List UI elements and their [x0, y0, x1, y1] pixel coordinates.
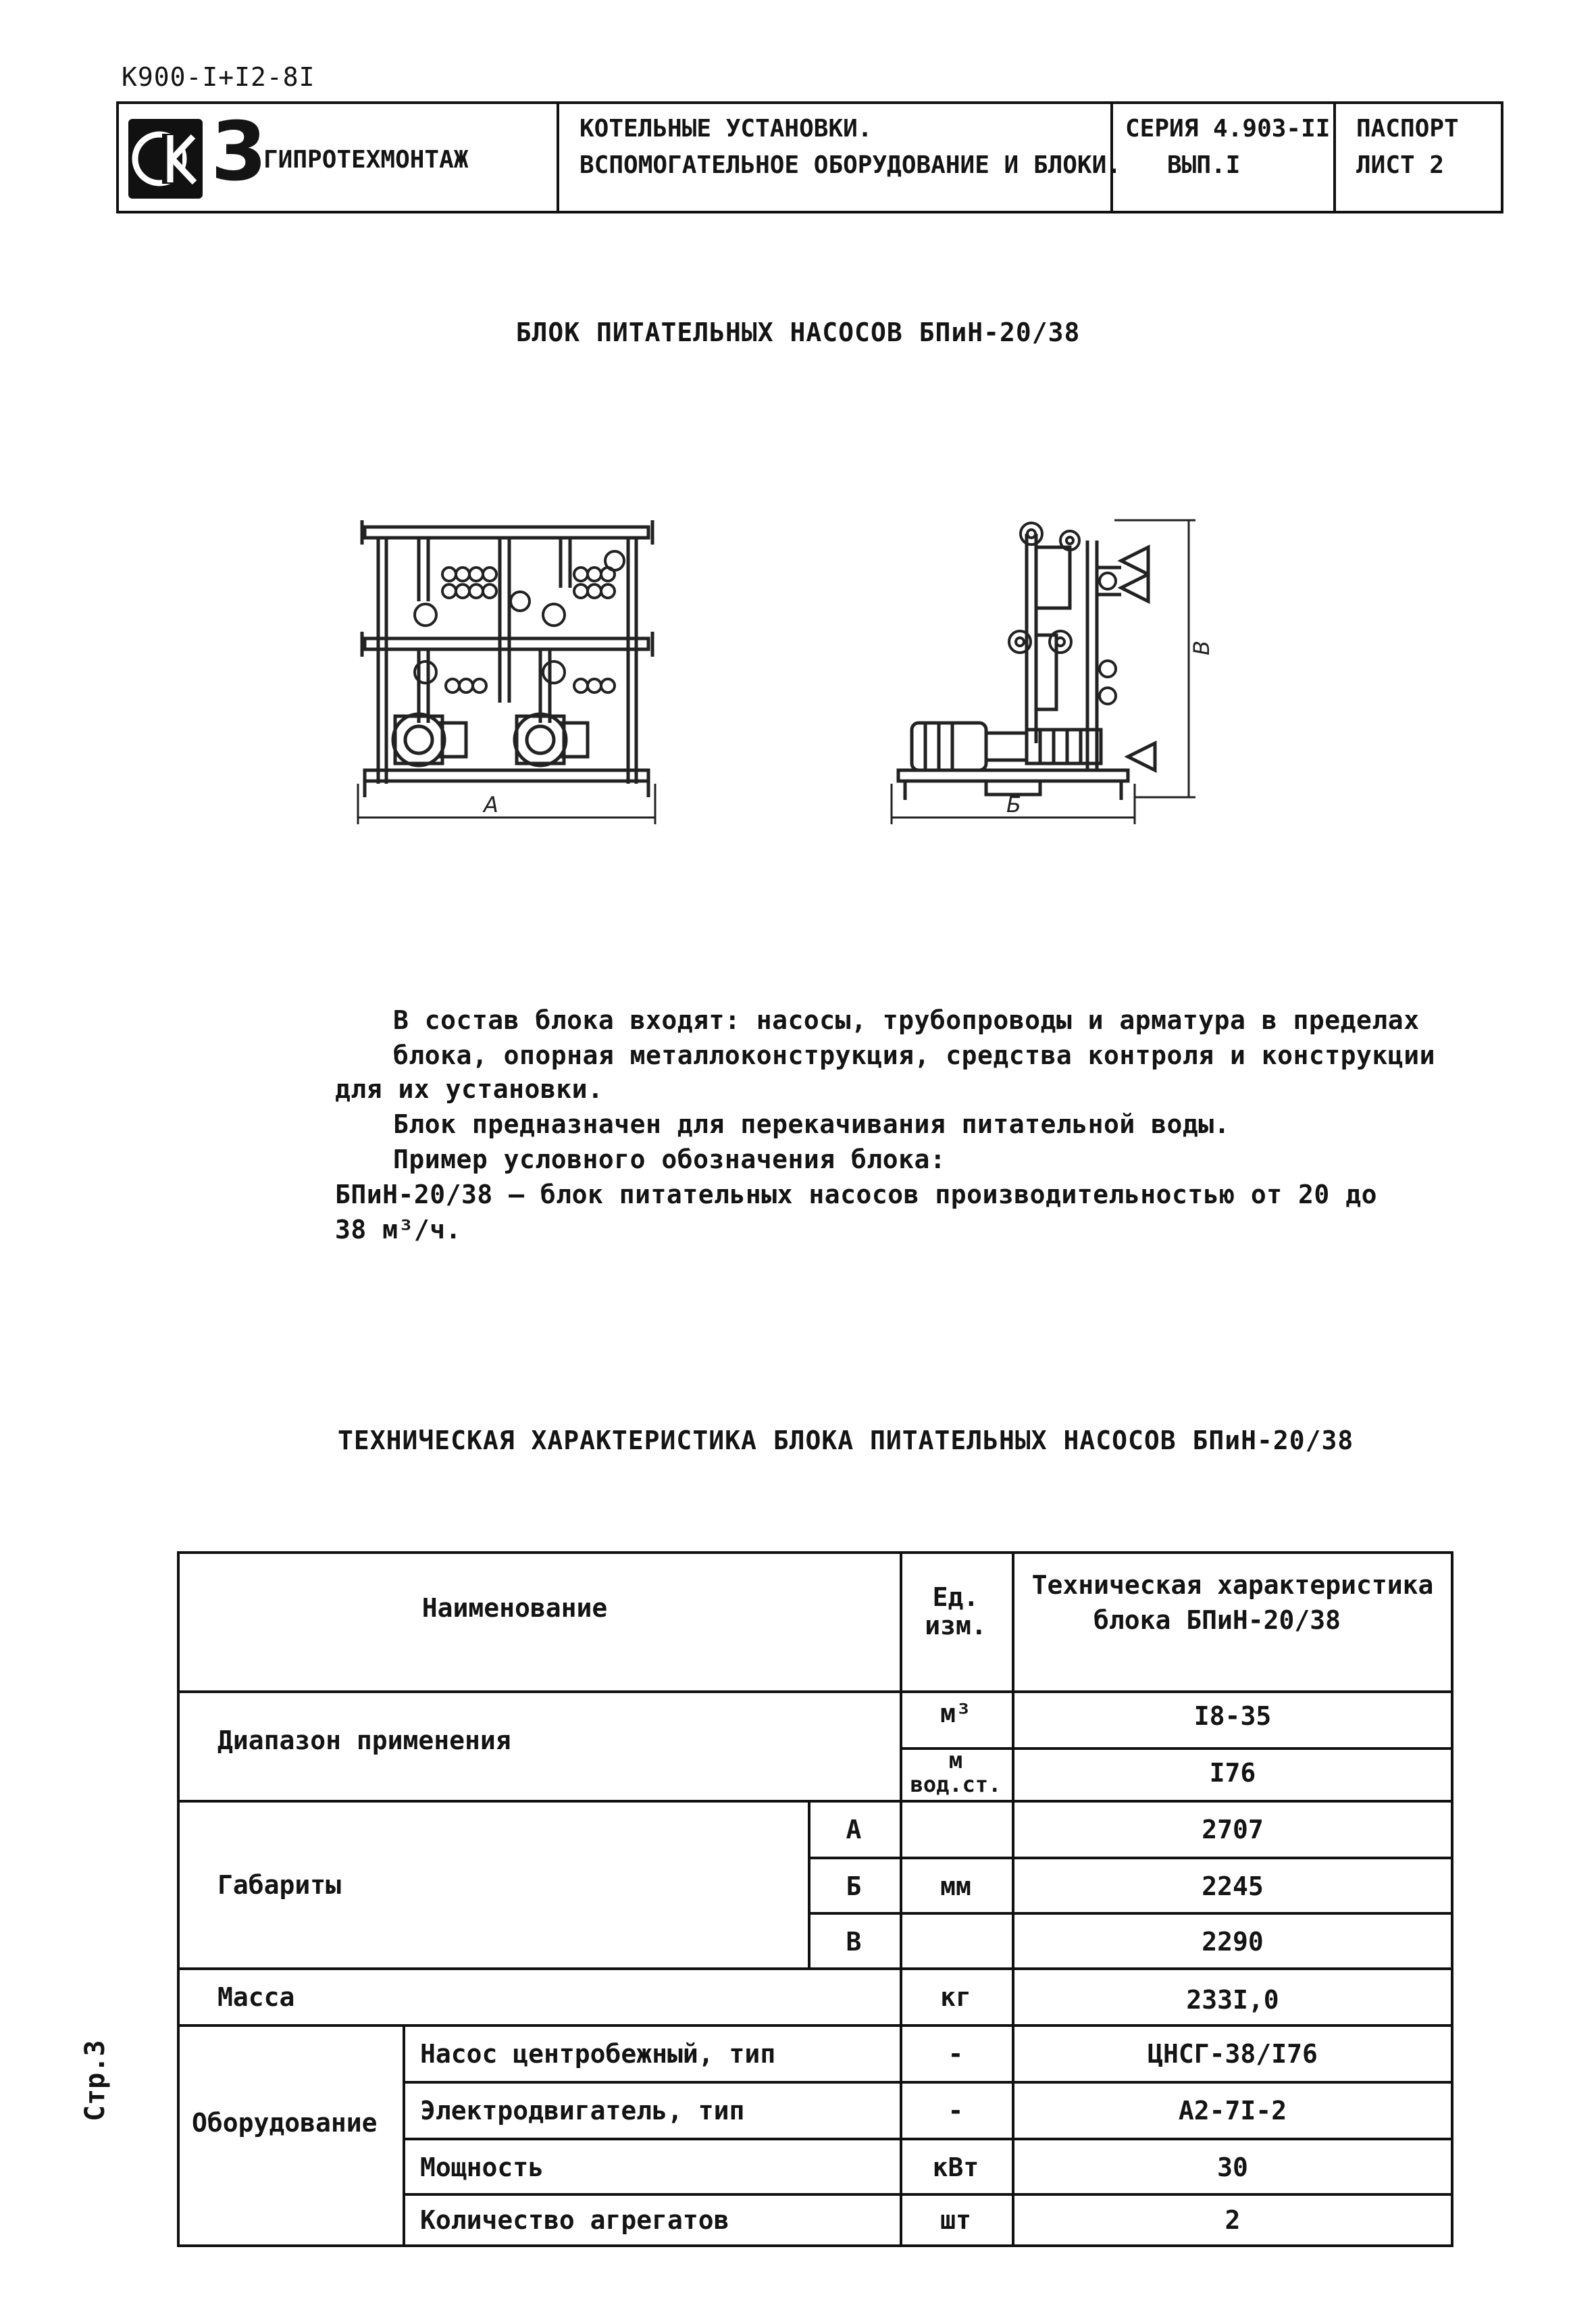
sheet-number: ЛИСТ 2 — [1356, 151, 1445, 179]
description-line-5: Пример условного обозначения блока: — [393, 1145, 946, 1174]
front-view-drawing — [358, 520, 655, 824]
subject-cell — [557, 104, 1121, 211]
dim-a-label: А — [846, 1815, 862, 1844]
series-line-1: СЕРИЯ 4.903-II — [1125, 115, 1331, 143]
dim-a-value: 2707 — [1202, 1815, 1264, 1844]
side-dim-label: Б — [1006, 792, 1021, 818]
range-unit-2b: вод.ст. — [910, 1771, 1002, 1797]
spec-table — [177, 1551, 1453, 2247]
header-spec-1: Техническая характеристика — [1031, 1570, 1434, 1600]
side-view-drawing — [892, 520, 1195, 824]
range-label: Диапазон применения — [217, 1726, 511, 1755]
pump-label: Насос центробежный, тип — [420, 2039, 776, 2069]
series-cell — [1110, 104, 1333, 211]
block-drawings — [338, 500, 1229, 851]
mass-label: Масса — [217, 1982, 295, 2012]
description-line-7: 38 м³/ч. — [335, 1215, 462, 1244]
front-dim-label: А — [484, 792, 498, 818]
title-block — [116, 101, 1503, 213]
header-unit-1: Ед. — [932, 1582, 979, 1612]
motor-label: Электродвигатель, тип — [420, 2096, 745, 2126]
power-value: 30 — [1217, 2153, 1248, 2182]
document-code: К900-I+I2-8I — [122, 62, 315, 92]
header-unit-2: изм. — [925, 1611, 987, 1640]
description-line-1: В состав блока входят: насосы, трубопроводы и арматура в пределах — [393, 1005, 1420, 1035]
dims-label: Габариты — [217, 1870, 342, 1900]
pump-value: ЦНСГ-38/I76 — [1148, 2039, 1318, 2069]
doc-type: ПАСПОРТ — [1356, 115, 1459, 143]
description-line-6: БПиН-20/38 – блок питательных насосов производительностью от 20 до — [335, 1180, 1377, 1209]
description-line-4: Блок предназначен для перекачивания питательной воды. — [393, 1109, 1231, 1139]
logo-icon — [128, 119, 203, 199]
pump-unit: - — [948, 2039, 964, 2069]
pump-block-drawing — [338, 500, 1229, 851]
description-line-2: блока, опорная металлоконструкция, средства контроля и конструкции — [393, 1040, 1435, 1070]
page-title: БЛОК ПИТАТЕЛЬНЫХ НАСОСОВ БПиН-20/38 — [515, 318, 1081, 347]
height-dim-label: В — [1189, 640, 1214, 655]
dim-v-label: В — [846, 1927, 862, 1957]
count-value: 2 — [1225, 2205, 1241, 2235]
power-unit: кВт — [932, 2153, 979, 2182]
count-unit: шт — [940, 2205, 971, 2235]
range-value-2: I76 — [1209, 1758, 1256, 1788]
range-unit-2a: м — [948, 1747, 963, 1774]
sheet-cell — [1333, 104, 1503, 211]
description-line-3: для их установки. — [335, 1074, 604, 1104]
subject-line-2: ВСПОМОГАТЕЛЬНОЕ ОБОРУДОВАНИЕ И БЛОКИ. — [580, 151, 1121, 179]
dim-b-value: 2245 — [1202, 1871, 1264, 1901]
page-number: Стр.3 — [80, 2040, 111, 2121]
organization-name: ГИПРОТЕХМОНТАЖ — [263, 146, 469, 174]
mass-value: 233I,0 — [1186, 1985, 1279, 2015]
range-unit-1: м³ — [940, 1699, 971, 1728]
motor-value: А2-7I-2 — [1178, 2096, 1287, 2126]
subject-line-1: КОТЕЛЬНЫЕ УСТАНОВКИ. — [580, 115, 873, 143]
dim-b-label: Б — [846, 1871, 862, 1901]
count-label: Количество агрегатов — [420, 2205, 729, 2235]
dims-unit: мм — [940, 1871, 971, 1901]
header-name: Наименование — [421, 1593, 608, 1623]
power-label: Мощность — [420, 2153, 544, 2182]
series-line-2: ВЫП.I — [1167, 151, 1241, 179]
logo-number: 3 — [211, 105, 267, 199]
header-spec-2: блока БПиН-20/38 — [1093, 1605, 1341, 1635]
motor-unit: - — [948, 2096, 964, 2126]
mass-unit: кг — [940, 1982, 971, 2012]
dim-v-value: 2290 — [1202, 1927, 1264, 1957]
tech-spec-title: ТЕХНИЧЕСКАЯ ХАРАКТЕРИСТИКА БЛОКА ПИТАТЕЛЬНЫХ НАСОСОВ БПиН-20/38 — [338, 1426, 1354, 1455]
equipment-label: Оборудование — [192, 2108, 378, 2138]
range-value-1: I8-35 — [1193, 1701, 1272, 1731]
